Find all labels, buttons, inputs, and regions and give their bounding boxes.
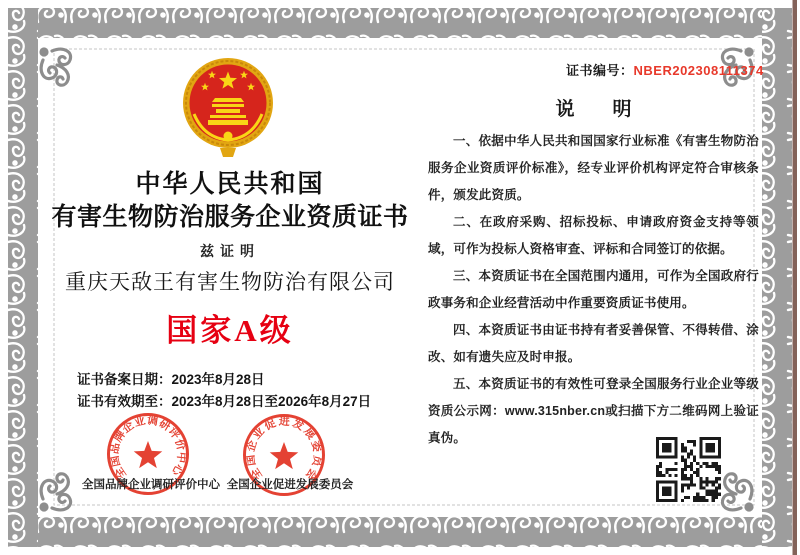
seal-ring-text: 全国品牌企业调研评价中心	[108, 414, 188, 481]
instructions-section	[428, 94, 759, 452]
instruction-item-3: 三、本资质证书在全国范围内通用，可作为全国政府行政事务和企业经营活动中作重要资质证书使用。	[428, 269, 759, 310]
certify-label: 兹证明	[200, 245, 260, 260]
valid-date-line	[77, 391, 371, 413]
instruction-item-4: 四、本资质证书由证书持有者妥善保管、不得转借、涂改、如有遗失应及时申报。	[428, 323, 759, 364]
instruction-item-1: 一、依据中华人民共和国国家行业标准《有害生物防治服务企业资质评价标准》，经专业评价机构评定符合审核条件，颁发此资质。	[428, 134, 759, 202]
instructions-title: 说 明	[555, 99, 632, 120]
record-date-label: 证书备案日期：	[77, 372, 172, 387]
certificate-title-line2: 有害生物防治服务企业资质证书	[51, 203, 409, 231]
instruction-item-5: 五、本资质证书的有效性可登录全国服务行业企业等级资质公示网：www.315nber.cn或扫描下方二维码网上验证真伪。	[428, 377, 759, 445]
certificate-number	[566, 60, 764, 79]
valid-date-value: 2023年8月28日至2026年8月27日	[171, 394, 372, 409]
record-date-value: 2023年8月28日	[171, 372, 265, 387]
certificate-number-value: NBER202308111374	[633, 63, 764, 78]
record-date-line	[77, 369, 371, 391]
qr-code	[656, 437, 721, 502]
certificate-dates	[77, 369, 371, 413]
national-emblem-icon	[182, 56, 274, 158]
grade-level-text: 国家A级	[166, 313, 294, 348]
certificate-number-label: 证书编号：	[566, 63, 634, 78]
seal-ring-text: 全国企业促进发展委员会	[244, 415, 324, 484]
company-name: 重庆天敌王有害生物防治有限公司	[65, 271, 395, 294]
seal-label-evaluation-center: 全国品牌企业调研评价中心	[82, 479, 220, 491]
certificate-title-line1: 中华人民共和国	[135, 170, 325, 198]
instruction-item-2: 二、在政府采购、招标投标、申请政府资金支持等领域，可作为投标人资格审查、评标和合同签订的依据。	[428, 215, 759, 256]
seal-label-promotion-committee: 全国企业促进发展委员会	[226, 479, 354, 491]
valid-date-label: 证书有效期至：	[77, 394, 172, 409]
